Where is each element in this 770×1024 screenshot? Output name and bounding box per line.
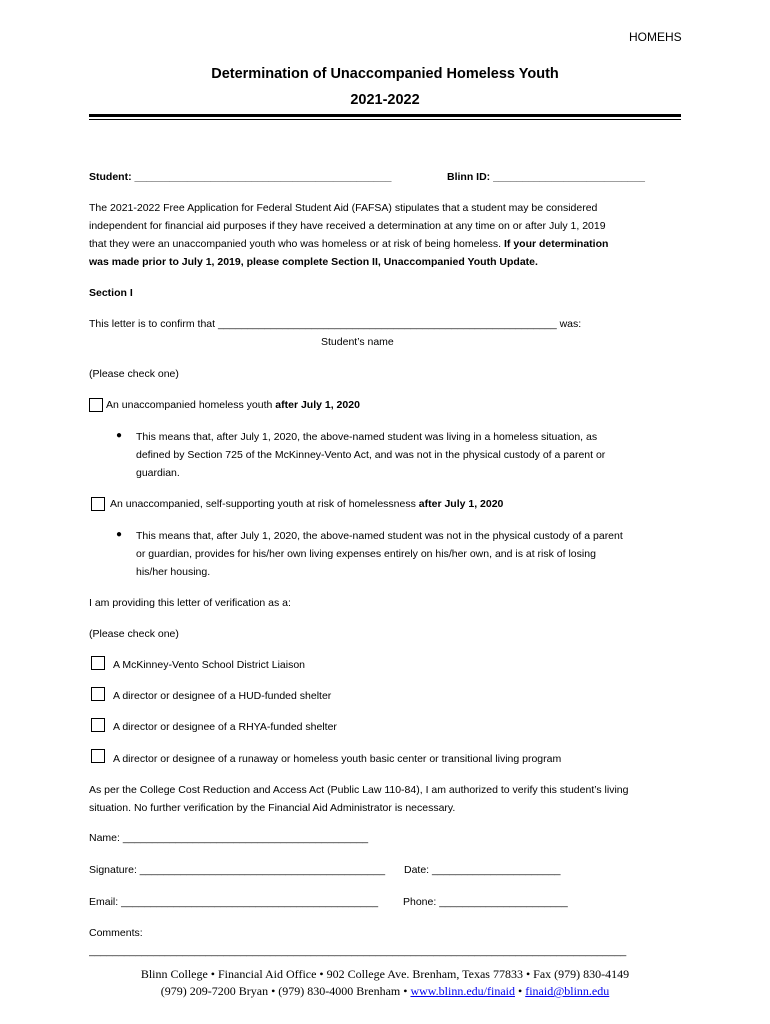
email-label: Email: (89, 896, 119, 908)
at-risk-youth-label: An unaccompanied, self-supporting youth at risk of homelessness (110, 498, 419, 510)
email-field[interactable] (89, 893, 378, 911)
intro-line-3 (89, 235, 608, 253)
authority-line-1: As per the College Cost Reduction and Access Act (Public Law 110-84), I am authorized to verify this student’s living (89, 784, 629, 796)
footer-phones: (979) 209-7200 Bryan • (979) 830-4000 Brenham • (160, 984, 411, 998)
at-risk-youth-desc-1: This means that, after July 1, 2020, the above-named student was not in the physical custody of a parent (136, 530, 623, 542)
name-blank[interactable]: __________________________________________ (122, 832, 369, 844)
bullet-icon: ● (116, 430, 123, 441)
footer-separator: • (515, 984, 526, 998)
verifier-option: A McKinney-Vento School District Liaison (113, 659, 306, 671)
check-one-label: (Please check one) (89, 368, 179, 380)
confirm-suffix: was: (559, 318, 582, 330)
at-risk-youth-date: after July 1, 2020 (418, 498, 504, 510)
liaison-checkbox[interactable] (91, 656, 105, 670)
phone-blank[interactable]: ______________________ (439, 896, 568, 908)
intro-line-4: was made prior to July 1, 2019, please complete Section II, Unaccompanied Youth Update. (89, 256, 538, 268)
title-divider-thick (89, 114, 681, 117)
comments-blank[interactable]: ____________________________________________________________________________________________ (89, 945, 627, 957)
signature-blank[interactable]: __________________________________________ (139, 864, 386, 876)
date-field[interactable] (404, 861, 561, 879)
at-risk-youth-option (110, 495, 503, 513)
homeless-youth-desc-3: guardian. (136, 467, 180, 479)
name-field[interactable] (89, 829, 368, 847)
email-link[interactable]: finaid@blinn.edu (525, 984, 610, 998)
authority-line-2: situation. No further verification by the Financial Aid Administrator is necessary. (89, 802, 456, 814)
intro-line-1: The 2021-2022 Free Application for Federal Student Aid (FAFSA) stipulates that a student may be considered (89, 202, 598, 214)
date-blank[interactable]: ______________________ (432, 864, 561, 876)
student-label: Student: (89, 171, 132, 183)
document-year: 2021-2022 (350, 92, 420, 108)
verifier-option: A director or designee of a runaway or homeless youth basic center or transitional living program (113, 753, 562, 765)
homeless-youth-desc-1: This means that, after July 1, 2020, the above-named student was living in a homeless situation, as (136, 431, 598, 443)
intro-line-2: independent for financial aid purposes if they have received a determination at any time on or after July 1, 2019 (89, 220, 606, 232)
signature-field[interactable] (89, 861, 385, 879)
verifier-option: A director or designee of a RHYA-funded shelter (113, 721, 337, 733)
homeless-youth-desc-2: defined by Section 725 of the McKinney-Vento Act, and was not in the physical custody of a parent or (136, 449, 606, 461)
homeless-youth-date: after July 1, 2020 (275, 399, 360, 411)
homeless-youth-option (106, 396, 360, 414)
homeless-youth-checkbox[interactable] (89, 398, 103, 412)
footer-contact (0, 984, 770, 999)
website-link[interactable]: www.blinn.edu/finaid (410, 984, 515, 998)
footer-address: Blinn College • Financial Aid Office • 902 College Ave. Brenham, Texas 77833 • Fax (979) 830-4149 (140, 967, 630, 981)
verifier-option: A director or designee of a HUD-funded shelter (113, 690, 332, 702)
rhya-shelter-checkbox[interactable] (91, 718, 105, 732)
at-risk-youth-desc-3: his/her housing. (136, 566, 211, 578)
section-heading: Section I (89, 287, 133, 299)
title-divider-thin (89, 119, 681, 120)
student-name-caption: Student’s name (321, 336, 394, 348)
verifier-intro: I am providing this letter of verification as a: (89, 597, 291, 609)
blinn-id-blank[interactable]: __________________________ (493, 171, 645, 183)
email-blank[interactable]: ____________________________________________ (121, 896, 379, 908)
signature-label: Signature: (89, 864, 137, 876)
document-title: Determination of Unaccompanied Homeless Youth (211, 66, 559, 82)
student-field[interactable] (89, 168, 391, 186)
student-blank[interactable]: ____________________________________________ (134, 171, 392, 183)
form-code: HOMEHS (629, 30, 682, 44)
intro-line-3-bold: If your determination (503, 238, 609, 250)
phone-label: Phone: (403, 896, 437, 908)
hud-shelter-checkbox[interactable] (91, 687, 105, 701)
blinn-id-label: Blinn ID: (447, 171, 491, 183)
confirm-prefix: This letter is to confirm that (89, 318, 216, 330)
bullet-icon: ● (116, 529, 123, 540)
comments-label: Comments: (89, 927, 143, 939)
at-risk-youth-checkbox[interactable] (91, 497, 105, 511)
name-label: Name: (89, 832, 120, 844)
verifier-check-one: (Please check one) (89, 628, 179, 640)
intro-line-3-text: that they were an unaccompanied youth who was homeless or at risk of being homeless. (89, 238, 504, 250)
confirm-line (89, 315, 581, 333)
date-label: Date: (404, 864, 430, 876)
student-name-blank[interactable]: __________________________________________________________ (217, 318, 557, 330)
blinn-id-field[interactable] (447, 168, 645, 186)
homeless-youth-label: An unaccompanied homeless youth (106, 399, 276, 411)
phone-field[interactable] (403, 893, 568, 911)
at-risk-youth-desc-2: or guardian, provides for his/her own living expenses entirely on his/her own, and is at risk of losing (136, 548, 596, 560)
youth-center-checkbox[interactable] (91, 749, 105, 763)
